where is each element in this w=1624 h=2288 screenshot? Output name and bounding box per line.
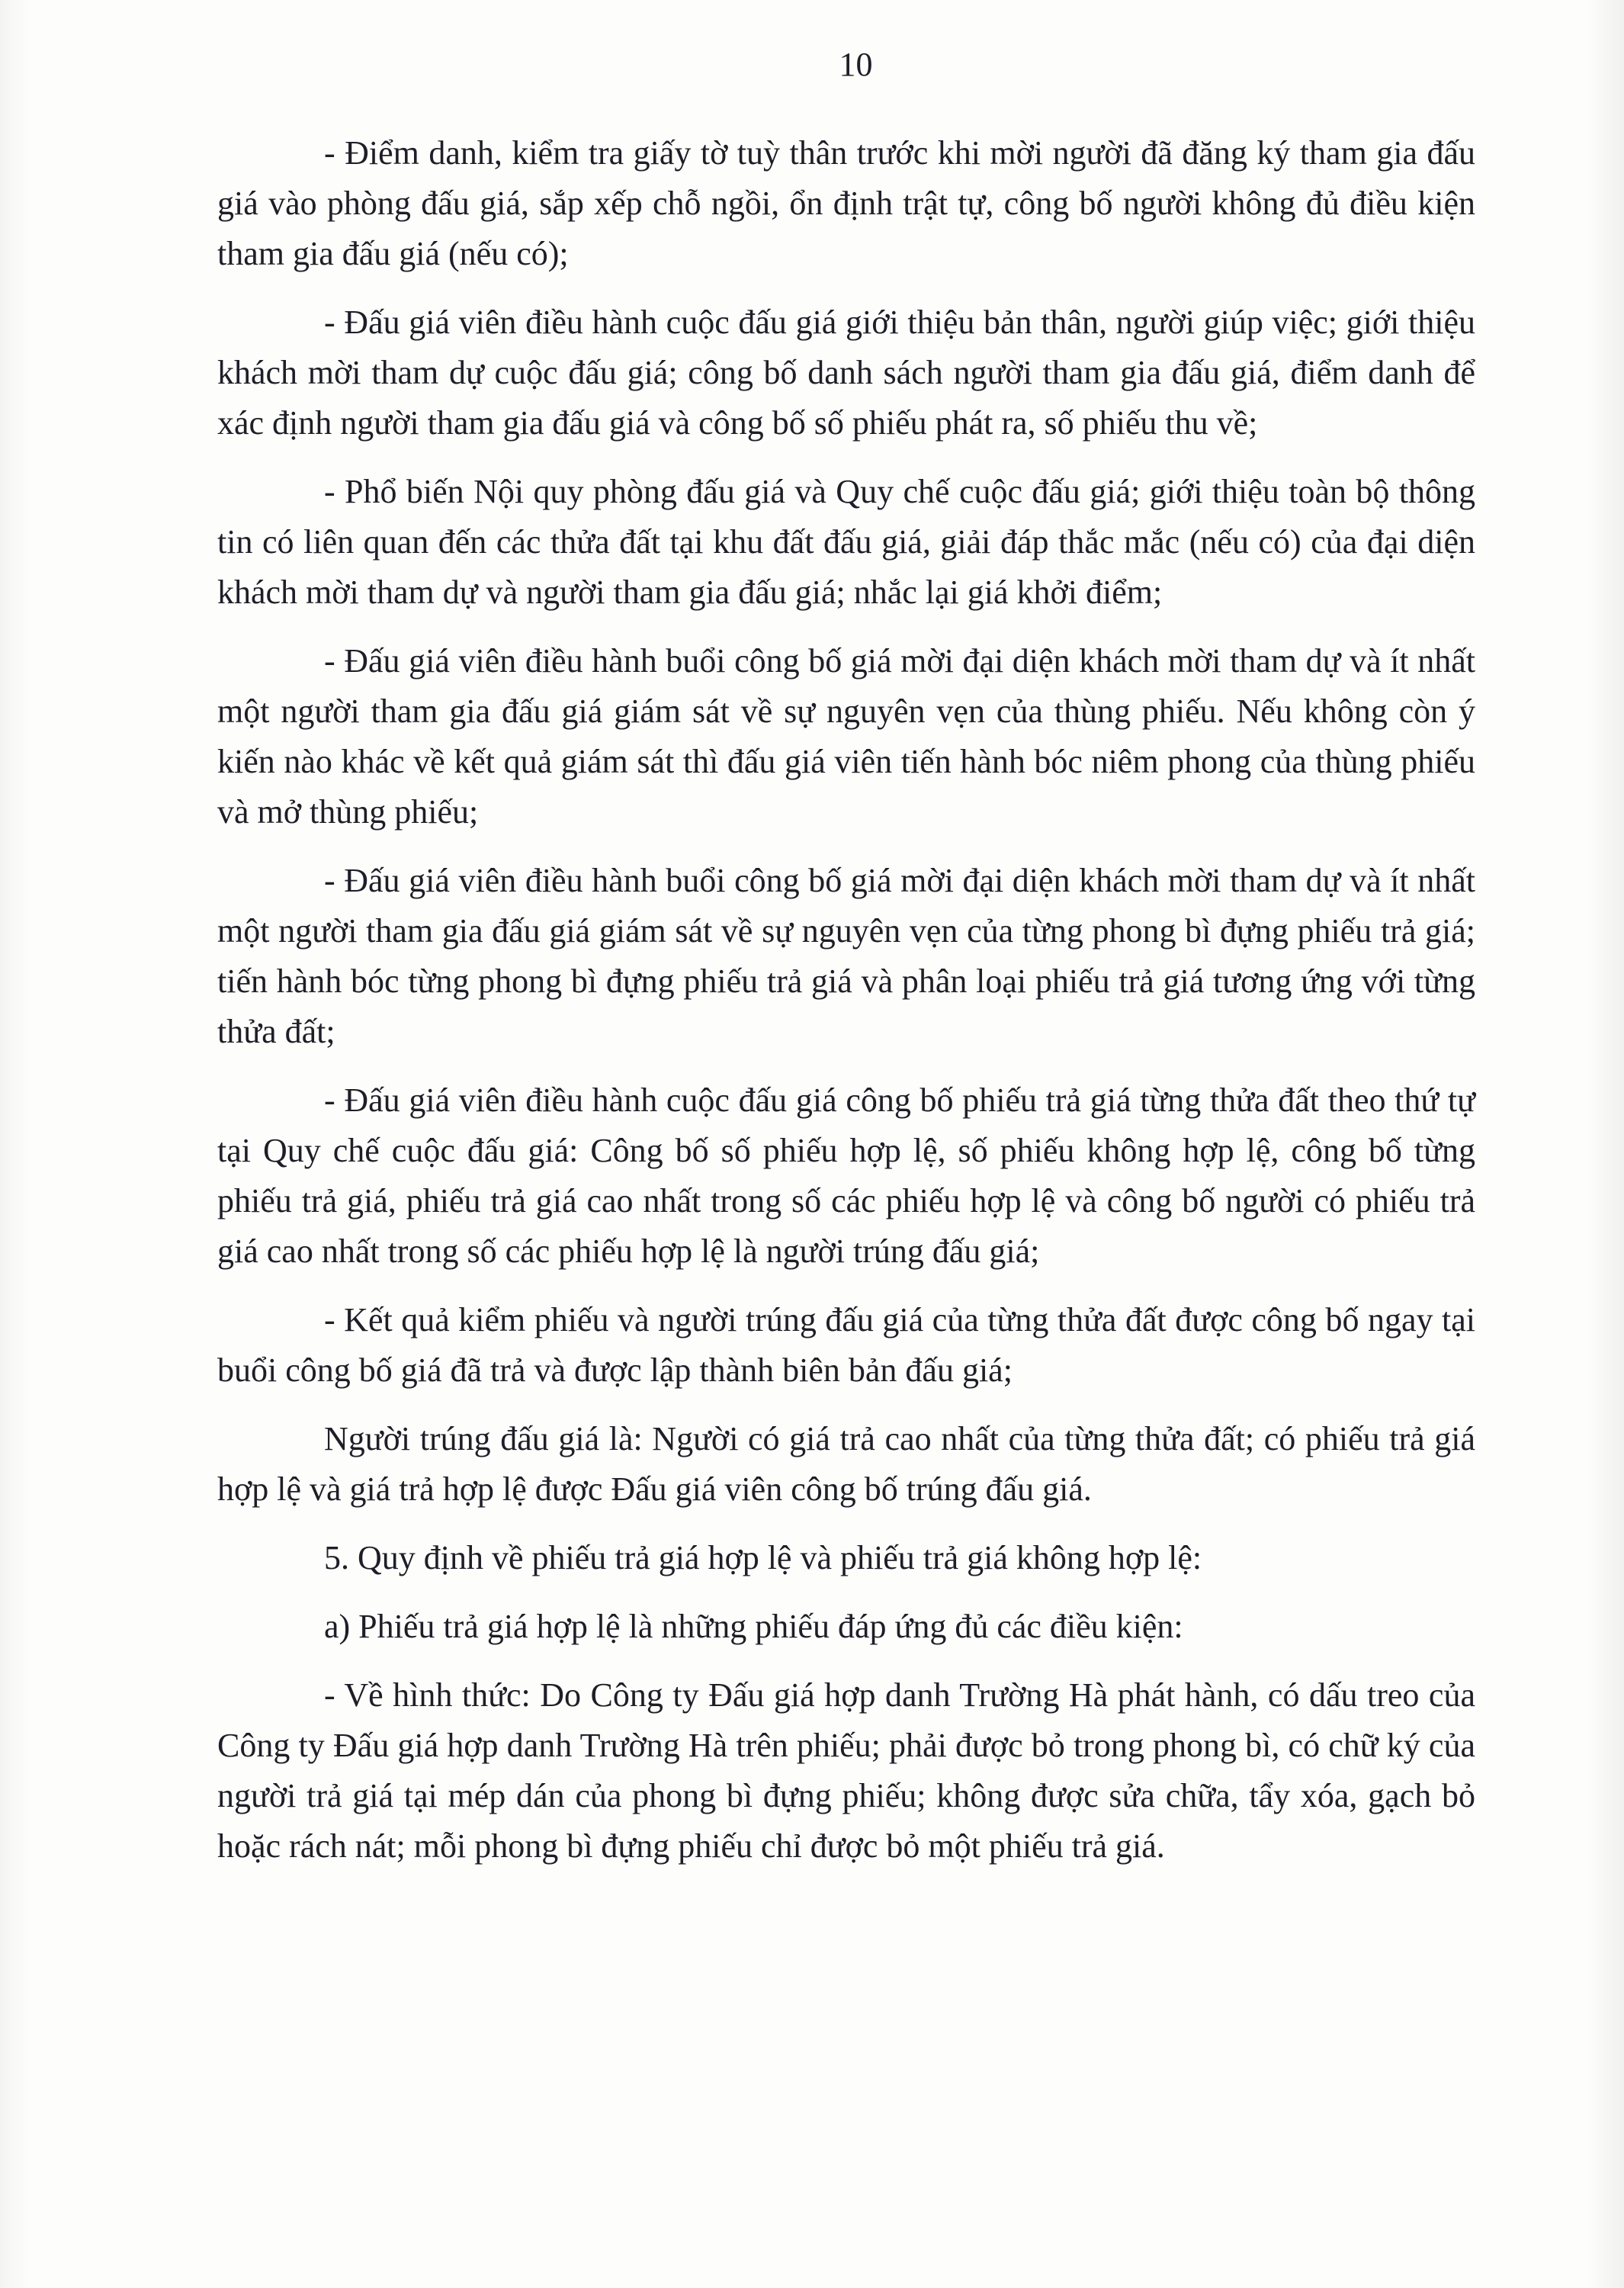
paragraph-rules-announcement: - Phổ biến Nội quy phòng đấu giá và Quy chế cuộc đấu giá; giới thiệu toàn bộ thông tin có liên quan đến các thửa đất tại khu đất đấu giá, giải đáp thắc mắc (nếu có) của đại diện khách mời tham dự và người tham gia đấu giá; nhắc lại giá khởi điểm; [217,473,1475,611]
paragraph-results-announcement: - Kết quả kiểm phiếu và người trúng đấu giá của từng thửa đất được công bố ngay tại buổi công bố giá đã trả và được lập thành biên bản đấu giá; [217,1301,1475,1389]
document-body [217,128,1475,1890]
page-number: 10 [839,46,873,83]
paragraph-ballot-form-requirements: - Về hình thức: Do Công ty Đấu giá hợp danh Trường Hà phát hành, có dấu treo của Công ty Đấu giá hợp danh Trường Hà trên phiếu; phải được bỏ trong phong bì, có chữ ký của người trả giá tại mép dán của phong bì đựng phiếu; không được sửa chữa, tẩy xóa, gạch bỏ hoặc rách nát; mỗi phong bì đựng phiếu chỉ được bỏ một phiếu trả giá. [217,1676,1475,1865]
paragraph-bid-announcement: - Đấu giá viên điều hành cuộc đấu giá công bố phiếu trả giá từng thửa đất theo thứ tự tại Quy chế cuộc đấu giá: Công bố số phiếu hợp lệ, số phiếu không hợp lệ, công bố từng phiếu trả giá, phiếu trả giá cao nhất trong số các phiếu hợp lệ và công bố người có phiếu trả giá cao nhất trong số các phiếu hợp lệ là người trúng đấu giá; [217,1081,1475,1270]
paragraph-envelope-inspection: - Đấu giá viên điều hành buổi công bố giá mời đại diện khách mời tham dự và ít nhất một người tham gia đấu giá giám sát về sự nguyên vẹn của từng phong bì đựng phiếu trả giá; tiến hành bóc từng phong bì đựng phiếu trả giá và phân loại phiếu trả giá tương ứng với từng thửa đất; [217,862,1475,1050]
paragraph-section-5-heading: 5. Quy định về phiếu trả giá hợp lệ và phiếu trả giá không hợp lệ: [324,1539,1202,1576]
paragraph-ballot-box-inspection: - Đấu giá viên điều hành buổi công bố giá mời đại diện khách mời tham dự và ít nhất một người tham gia đấu giá giám sát về sự nguyên vẹn của thùng phiếu. Nếu không còn ý kiến nào khác về kết quả giám sát thì đấu giá viên tiến hành bóc niêm phong của thùng phiếu và mở thùng phiếu; [217,642,1475,831]
paragraph-winner-definition: Người trúng đấu giá là: Người có giá trả cao nhất của từng thửa đất; có phiếu trả giá hợp lệ và giá trả hợp lệ được Đấu giá viên công bố trúng đấu giá. [217,1420,1475,1508]
paragraph-valid-ballot-heading: a) Phiếu trả giá hợp lệ là những phiếu đáp ứng đủ các điều kiện: [324,1608,1183,1645]
paragraph-roll-call: - Điểm danh, kiểm tra giấy tờ tuỳ thân trước khi mời người đã đăng ký tham gia đấu giá vào phòng đấu giá, sắp xếp chỗ ngồi, ổn định trật tự, công bố người không đủ điều kiện tham gia đấu giá (nếu có); [217,134,1475,272]
paragraph-auctioneer-introduction: - Đấu giá viên điều hành cuộc đấu giá giới thiệu bản thân, người giúp việc; giới thiệu khách mời tham dự cuộc đấu giá; công bố danh sách người tham gia đấu giá, điểm danh để xác định người tham gia đấu giá và công bố số phiếu phát ra, số phiếu thu về; [217,304,1475,442]
